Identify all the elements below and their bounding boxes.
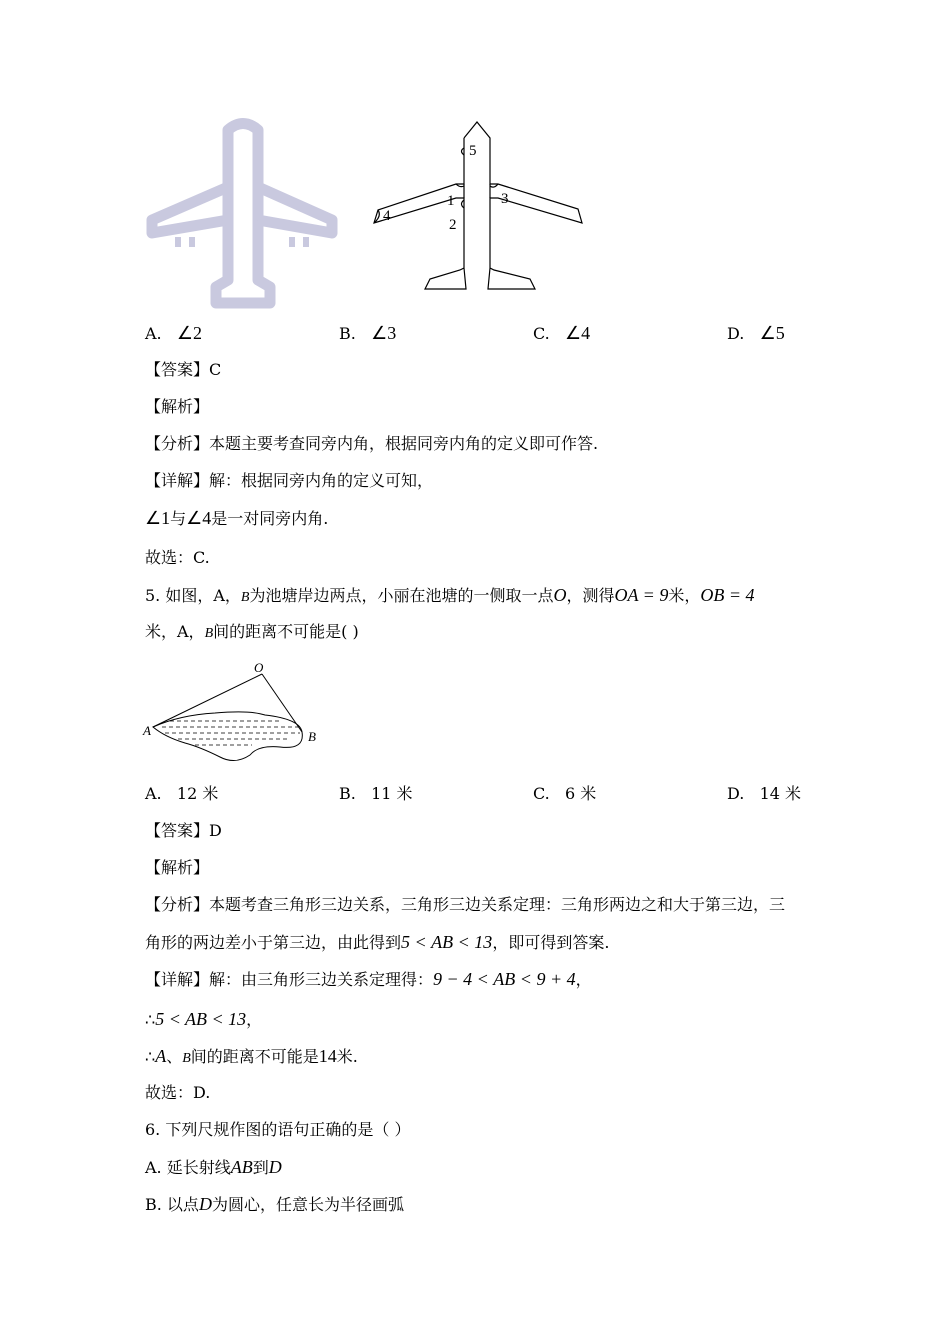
pond-label-b: B (308, 729, 316, 744)
pond-label-a: A (143, 723, 151, 738)
q5-option-d: D. 14 米 (727, 784, 802, 803)
q5-choose: 故选：D. (145, 1083, 211, 1102)
q5-analysis-line1: 【分析】本题考查三角形三边关系，三角形三边关系定理：三角形两边之和大于第三边，三 (145, 895, 786, 914)
q5-step1: ∴5 < AB < 13， (145, 1009, 263, 1029)
q4-analysis-heading: 【解析】 (145, 397, 210, 416)
q5-answer: 【答案】D (145, 821, 222, 840)
q4-answer: 【答案】C (145, 360, 222, 379)
q4-choose: 故选：C. (145, 548, 210, 567)
watermark-plane-logo (140, 115, 340, 315)
angle-label-5: 5 (469, 143, 477, 159)
q5-option-c: C. 6 米 (533, 784, 597, 803)
angle-label-2: 2 (449, 217, 457, 233)
q5-step2: ∴A、B间的距离不可能是14米. (145, 1046, 358, 1066)
figure-airplane-angles (370, 118, 590, 293)
q4-step: ∠1与∠4是一对同旁内角. (145, 508, 329, 528)
angle-label-3: 3 (501, 191, 509, 207)
q5-option-b: B. 11 米 (339, 784, 413, 803)
figure-pond (140, 655, 325, 770)
q4-detail: 【详解】解：根据同旁内角的定义可知， (145, 471, 434, 490)
q5-analysis-heading: 【解析】 (145, 858, 210, 877)
q6-stem: 6. 下列尺规作图的语句正确的是（ ） (145, 1120, 411, 1139)
angle-label-4: 4 (383, 208, 391, 224)
q5-option-a: A. 12 米 (145, 784, 219, 803)
angle-label-1: 1 (447, 193, 455, 209)
q4-option-d: D. ∠5 (727, 323, 785, 343)
q5-analysis-line2: 角形的两边差小于第三边，由此得到5 < AB < 13，即可得到答案. (145, 932, 610, 952)
q4-option-b: B. ∠3 (339, 323, 397, 343)
q4-analysis: 【分析】本题主要考查同旁内角，根据同旁内角的定义即可作答. (145, 434, 599, 453)
q5-detail: 【详解】解：由三角形三边关系定理得：9 − 4 < AB < 9 + 4， (145, 969, 592, 989)
q6-option-a: A. 延长射线AB到D (145, 1157, 282, 1177)
q5-stem-line1: 5. 如图，A，B为池塘岸边两点，小丽在池塘的一侧取一点O，测得OA = 9米，OB = 4 (145, 585, 755, 605)
q4-option-a: A. ∠2 (145, 323, 203, 343)
q4-option-c: C. ∠4 (533, 323, 591, 343)
q5-stem-line2: 米，A，B间的距离不可能是( ) (145, 622, 359, 641)
pond-label-o: O (254, 660, 264, 675)
q6-option-b: B. 以点D为圆心，任意长为半径画弧 (145, 1194, 404, 1214)
